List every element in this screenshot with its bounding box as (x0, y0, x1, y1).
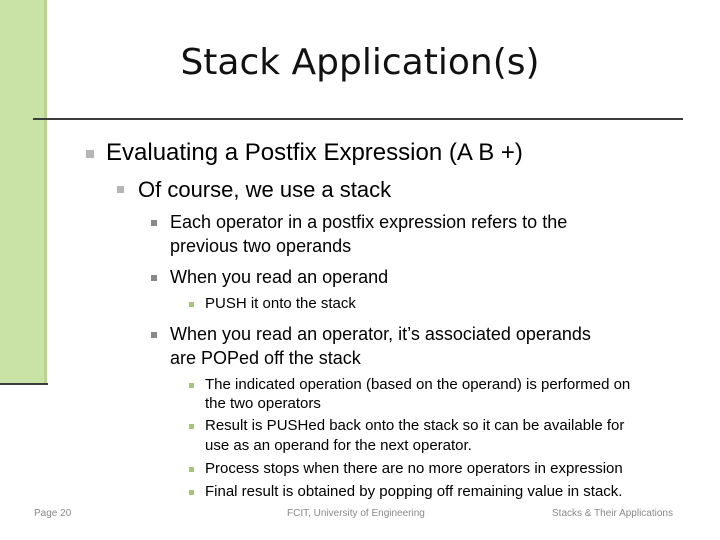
level3-a-line2: previous two operands (170, 236, 352, 256)
level4-item: Result is PUSHed back onto the stack so it can be available for (205, 417, 625, 434)
sidebar-bottom-rule (0, 383, 48, 385)
footer-center: FCIT, University of Engineering (287, 508, 425, 519)
bullet-icon (86, 150, 94, 158)
bullet-icon (151, 332, 157, 338)
level1-text: Evaluating a Postfix Expression (A B +) (106, 139, 523, 166)
bullet-icon (189, 302, 194, 307)
footer-right: Stacks & Their Applications (552, 508, 673, 519)
bullet-icon (189, 490, 194, 495)
level4-item: Process stops when there are no more operators in expression (205, 460, 623, 477)
bullet-icon (189, 424, 194, 429)
bullet-icon (117, 186, 124, 193)
level3-b-text: When you read an operand (170, 267, 389, 287)
footer-page-number: Page 20 (34, 508, 72, 519)
level3-c-line2: are POPed off the stack (170, 348, 361, 368)
level4-item-cont: the two operators (205, 395, 321, 412)
bullet-icon (189, 383, 194, 388)
level4-item-cont: use as an operand for the next operator. (205, 437, 472, 454)
level2-text: Of course, we use a stack (138, 177, 392, 202)
level4-item: The indicated operation (based on the operand) is performed on (205, 376, 631, 393)
level3-a-line1: Each operator in a postfix expression refers to the (170, 212, 568, 232)
slide-title: Stack Application(s) (180, 42, 540, 83)
level4-item: Final result is obtained by popping off remaining value in stack. (205, 483, 623, 500)
title-divider (33, 118, 683, 120)
level3-c-line1: When you read an operator, it’s associated operands (170, 324, 591, 344)
bullet-icon (151, 220, 157, 226)
level4-push-text: PUSH it onto the stack (205, 295, 356, 312)
bullet-icon (189, 467, 194, 472)
bullet-icon (151, 275, 157, 281)
